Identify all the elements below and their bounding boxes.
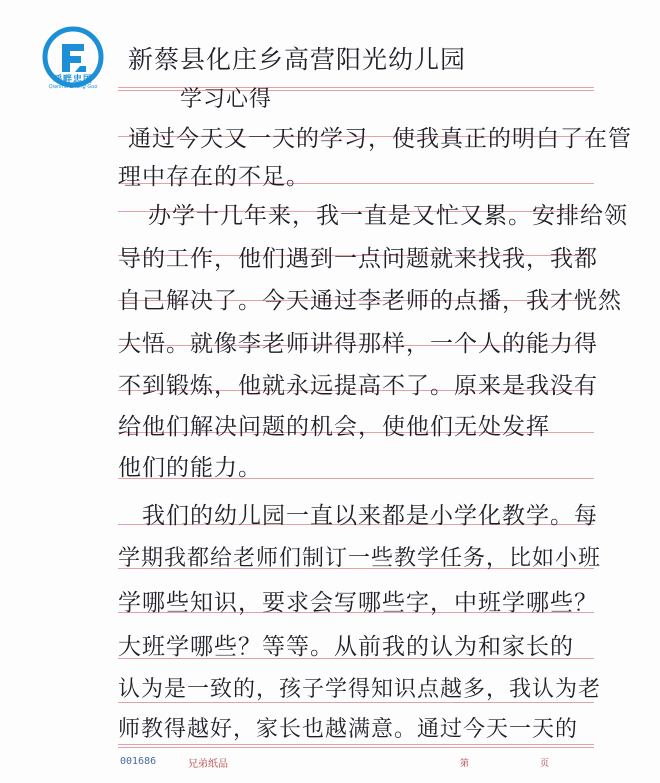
text-line: 大悟。就像李老师讲得那样，一个人的能力得 xyxy=(118,331,598,357)
text-line: 自己解决了。今天通过李老师的点播，我才恍然 xyxy=(118,288,622,314)
text-line: 不到锻炼，他就永远提高不了。原来是我没有 xyxy=(118,373,598,399)
paper-brand: 兄弟纸品 xyxy=(188,759,228,770)
logo-subtext: Qianmu Zhong Guo xyxy=(48,84,98,90)
page-label: 第 xyxy=(460,759,470,769)
serial-number: 001686 xyxy=(120,756,157,767)
text-line: 师教得越好，家长也越满意。通过今天一天的 xyxy=(118,717,579,742)
text-line: 学期我都给老师们制订一些教学任务，比如小班 xyxy=(118,546,602,571)
document-title: 新蔡县化庄乡高营阳光幼儿园 xyxy=(128,45,467,74)
text-line: 给他们解决问题的机会，使他们无处发挥 xyxy=(118,414,550,440)
text-line: 导的工作，他们遇到一点问题就来找我，我都 xyxy=(118,246,598,272)
text-line: 学哪些知识，要求会写哪些字，中班学哪些？ xyxy=(118,590,598,616)
text-line: 办学十几年来，我一直是又忙又累。安排给领 xyxy=(148,203,628,229)
text-line: 通过今天又一天的学习，使我真正的明白了在管 xyxy=(128,126,632,152)
text-line: 认为是一致的，孩子学得知识点越多，我认为老 xyxy=(118,677,602,702)
text-line: 理中存在的不足。 xyxy=(118,164,310,190)
logo-text: 呼畔忠国 xyxy=(52,75,93,85)
page-unit: 页 xyxy=(540,759,550,769)
text-line: 他们的能力。 xyxy=(118,455,262,481)
text-line: 大班学哪些？等等。从前我的认为和家长的 xyxy=(118,634,574,660)
rule-line xyxy=(118,744,594,745)
text-line: 我们的幼儿园一直以来都是小学化教学。每 xyxy=(142,503,598,529)
document-heading: 学习心得 xyxy=(180,87,273,112)
